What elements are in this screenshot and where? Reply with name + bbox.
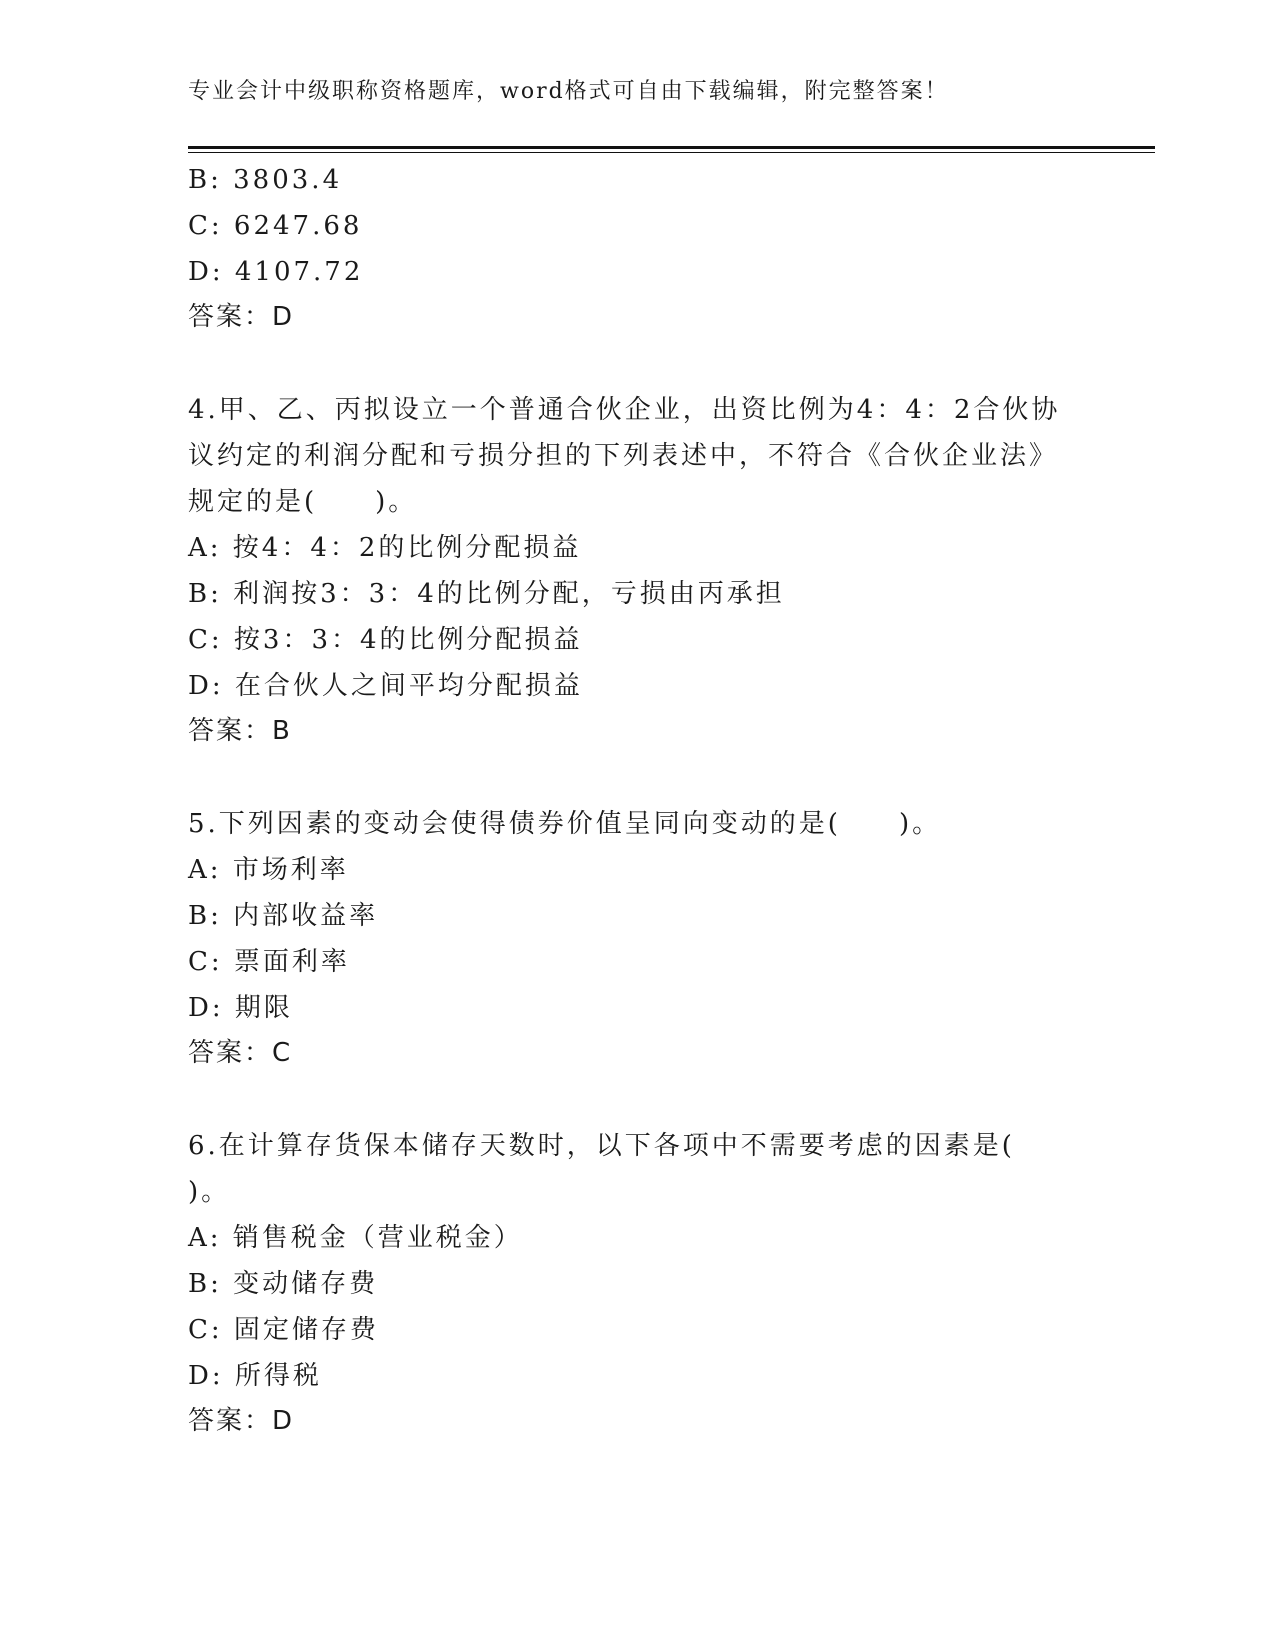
question-stem: )。 (188, 1177, 231, 1207)
option-line: B: 变动储存费 (188, 1269, 379, 1299)
option-line: B: 内部收益率 (188, 901, 379, 931)
question-content (188, 157, 1088, 1443)
answer-line: 答案：D (188, 1406, 295, 1436)
header-rule-thick (188, 146, 1155, 149)
answer-line: 答案：D (188, 302, 295, 332)
option-line: D: 期限 (188, 993, 293, 1023)
header-rule-thin (188, 152, 1155, 153)
answer-line: 答案：C (188, 1038, 293, 1068)
page-header: 专业会计中级职称资格题库，word格式可自由下载编辑，附完整答案！ (188, 79, 949, 104)
answer-line: 答案：B (188, 716, 292, 746)
question-stem: 议约定的利润分配和亏损分担的下列表述中，不符合《合伙企业法》 (188, 441, 1059, 471)
question-stem: 4.甲、乙、丙拟设立一个普通合伙企业，出资比例为4：4：2合伙协 (188, 395, 1061, 425)
option-line: A: 销售税金（营业税金） (188, 1223, 523, 1253)
question-stem: 5.下列因素的变动会使得债券价值呈同向变动的是( )。 (188, 809, 942, 839)
option-line: C: 票面利率 (188, 947, 350, 977)
question-stem: 规定的是( )。 (188, 487, 418, 517)
option-line: D: 所得税 (188, 1361, 322, 1391)
option-line: B: 3803.4 (188, 165, 343, 195)
option-line: A: 按4：4：2的比例分配损益 (188, 533, 582, 563)
option-line: B: 利润按3：3：4的比例分配，亏损由丙承担 (188, 579, 785, 609)
question-stem: 6.在计算存货保本储存天数时，以下各项中不需要考虑的因素是( (188, 1131, 1015, 1161)
option-line: C: 按3：3：4的比例分配损益 (188, 625, 583, 655)
option-line: C: 6247.68 (188, 211, 363, 241)
option-line: A: 市场利率 (188, 855, 349, 885)
option-line: D: 在合伙人之间平均分配损益 (188, 671, 583, 701)
option-line: D: 4107.72 (188, 257, 364, 287)
option-line: C: 固定储存费 (188, 1315, 379, 1345)
